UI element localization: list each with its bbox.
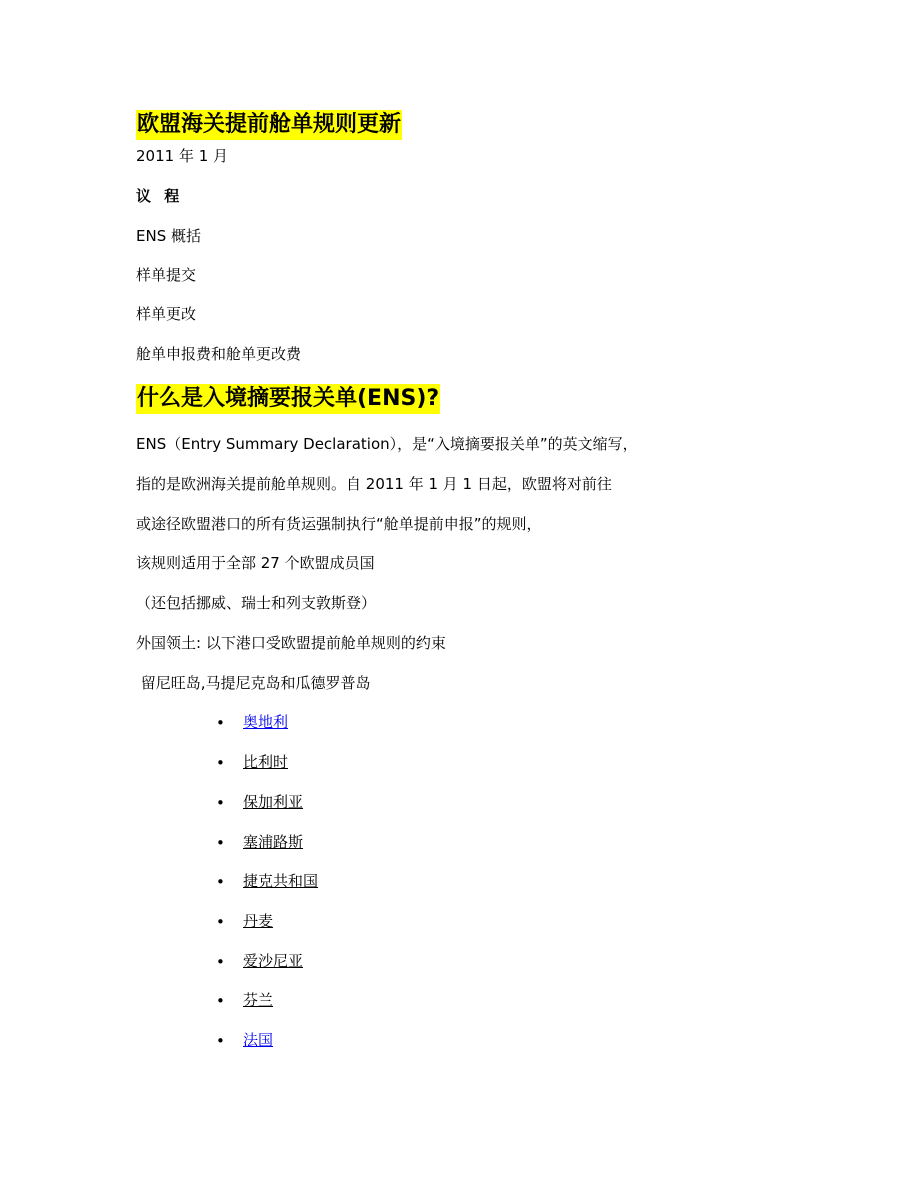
agenda-item: 样单提交 [136,266,197,284]
bullet-icon: • [216,754,225,772]
page-title: 欧盟海关提前舱单规则更新 [136,110,402,140]
country-link-belgium[interactable]: 比利时 [243,753,289,771]
bullet-icon: • [216,1032,225,1050]
agenda-heading: 议 程 [136,187,184,205]
country-link-france[interactable]: 法国 [243,1031,274,1049]
paragraph-line: 外国领土: 以下港口受欧盟提前舱单规则的约束 [136,634,446,652]
country-link-estonia[interactable]: 爱沙尼亚 [243,952,304,970]
bullet-icon: • [216,714,225,732]
paragraph-line: （还包括挪威、瑞士和列支敦斯登） [136,594,377,612]
bullet-icon: • [216,913,225,931]
bullet-icon: • [216,834,225,852]
document-date: 2011 年 1 月 [136,147,229,165]
country-link-bulgaria[interactable]: 保加利亚 [243,793,304,811]
country-link-austria[interactable]: 奥地利 [243,713,289,731]
paragraph-line: 留尼旺岛,马提尼克岛和瓜德罗普岛 [136,674,371,692]
agenda-item: 舱单申报费和舱单更改费 [136,345,302,363]
paragraph-line: 指的是欧洲海关提前舱单规则。自 2011 年 1 月 1 日起，欧盟将对前往 [136,475,612,493]
country-link-denmark[interactable]: 丹麦 [243,912,274,930]
bullet-icon: • [216,953,225,971]
paragraph-line: ENS（Entry Summary Declaration），是“入境摘要报关单”的英文缩写， [136,435,638,453]
bullet-icon: • [216,992,225,1010]
country-link-finland[interactable]: 芬兰 [243,991,274,1009]
section-heading: 什么是入境摘要报关单(ENS)? [136,384,440,414]
bullet-icon: • [216,873,225,891]
country-link-cyprus[interactable]: 塞浦路斯 [243,833,304,851]
agenda-item: 样单更改 [136,305,197,323]
bullet-icon: • [216,794,225,812]
paragraph-line: 或途径欧盟港口的所有货运强制执行“舱单提前申报”的规则， [136,515,542,533]
agenda-item: ENS 概括 [136,227,201,245]
country-link-czech[interactable]: 捷克共和国 [243,872,319,890]
paragraph-line: 该规则适用于全部 27 个欧盟成员国 [136,554,375,572]
